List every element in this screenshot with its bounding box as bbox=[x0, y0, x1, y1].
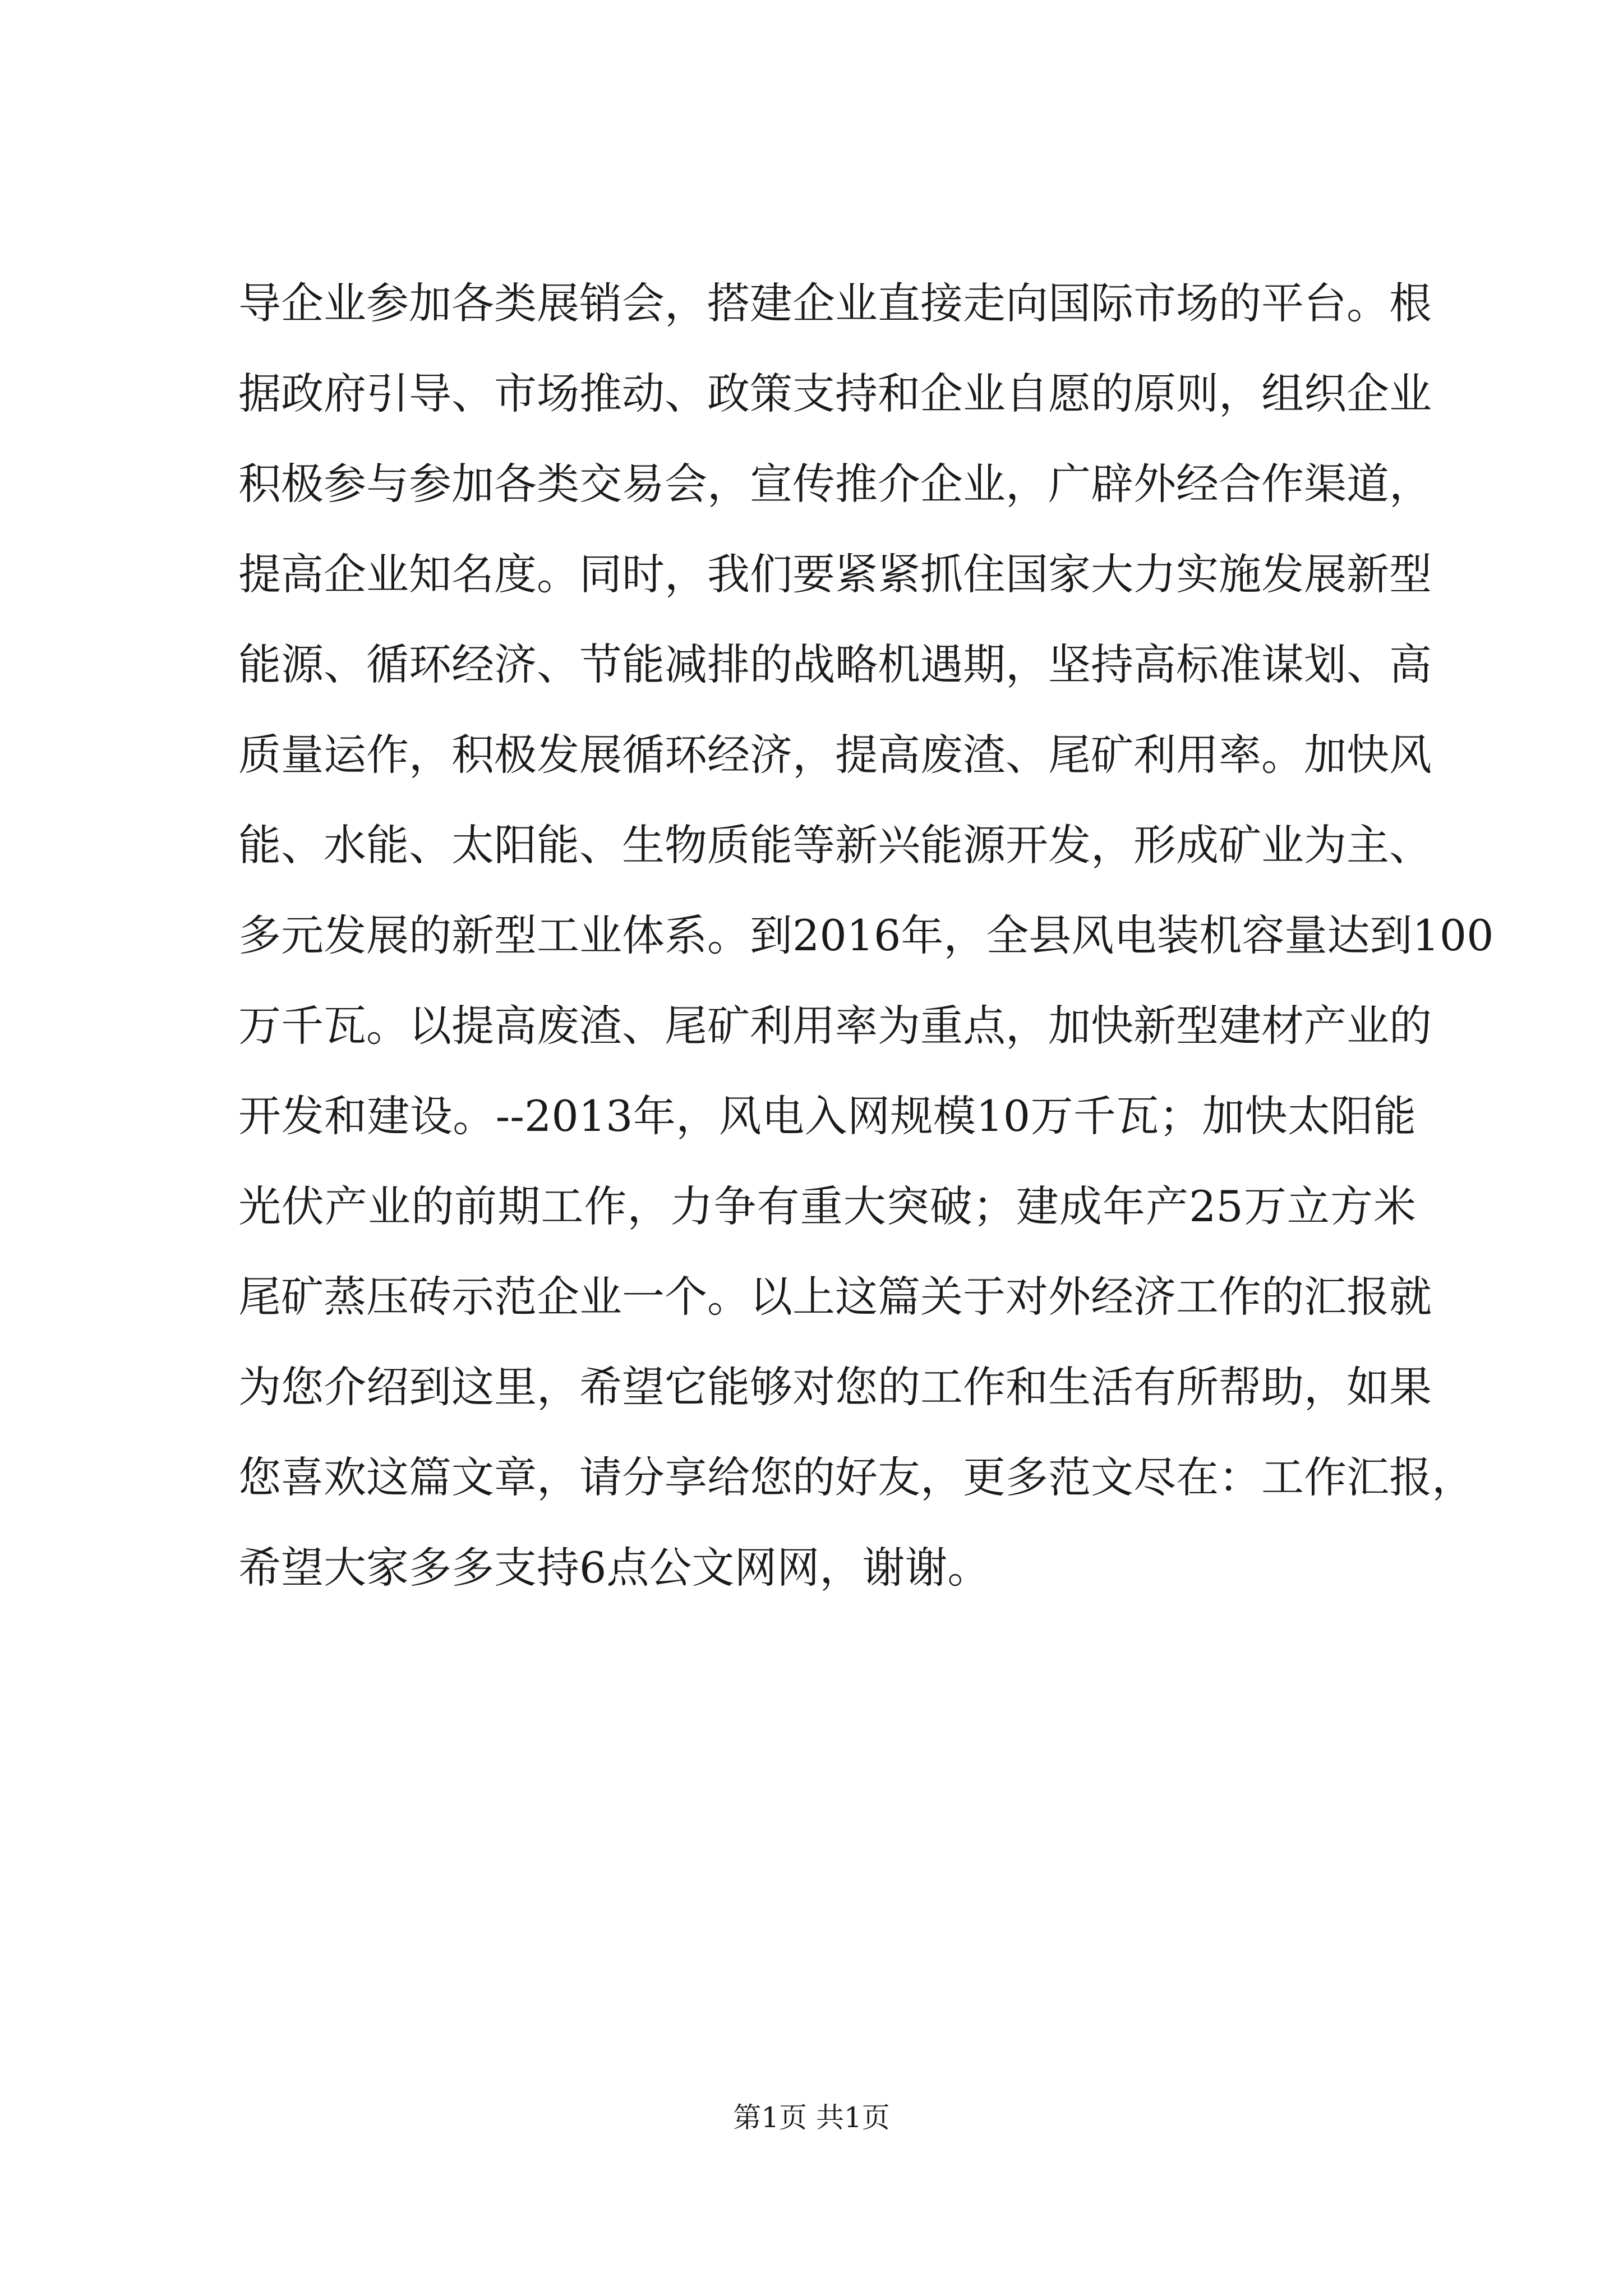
page-footer bbox=[0, 2098, 1623, 2137]
text-line: 能源、循环经济、节能减排的战略机遇期，坚持高标准谋划、高 bbox=[238, 639, 1432, 689]
text-line: 导企业参加各类展销会，搭建企业直接走向国际市场的平台。根 bbox=[238, 278, 1432, 328]
page-number-label: 第1页 共1页 bbox=[733, 2101, 890, 2134]
text-line: 您喜欢这篇文章，请分享给您的好友，更多范文尽在：工作汇报， bbox=[238, 1452, 1474, 1502]
text-line: 开发和建设。--2013年，风电入网规模10万千瓦；加快太阳能 bbox=[238, 1091, 1416, 1141]
text-line: 多元发展的新型工业体系。到2016年，全县风电装机容量达到100 bbox=[238, 910, 1494, 960]
text-line: 万千瓦。以提高废渣、尾矿利用率为重点，加快新型建材产业的 bbox=[238, 1001, 1432, 1051]
document-body bbox=[238, 258, 1494, 1613]
text-line: 光伏产业的前期工作，力争有重大突破；建成年产25万立方米 bbox=[238, 1181, 1416, 1231]
text-line: 尾矿蒸压砖示范企业一个。以上这篇关于对外经济工作的汇报就 bbox=[238, 1272, 1432, 1322]
text-line: 能、水能、太阳能、生物质能等新兴能源开发，形成矿业为主、 bbox=[238, 820, 1432, 870]
text-line: 提高企业知名度。同时，我们要紧紧抓住国家大力实施发展新型 bbox=[238, 549, 1432, 599]
text-line: 据政府引导、市场推动、政策支持和企业自愿的原则，组织企业 bbox=[238, 369, 1432, 418]
text-line: 希望大家多多支持6点公文网网，谢谢。 bbox=[238, 1543, 990, 1593]
text-line: 积极参与参加各类交易会，宣传推介企业，广辟外经合作渠道， bbox=[238, 459, 1432, 509]
text-line: 为您介绍到这里，希望它能够对您的工作和生活有所帮助，如果 bbox=[238, 1362, 1432, 1412]
text-line: 质量运作，积极发展循环经济，提高废渣、尾矿利用率。加快风 bbox=[238, 730, 1432, 780]
